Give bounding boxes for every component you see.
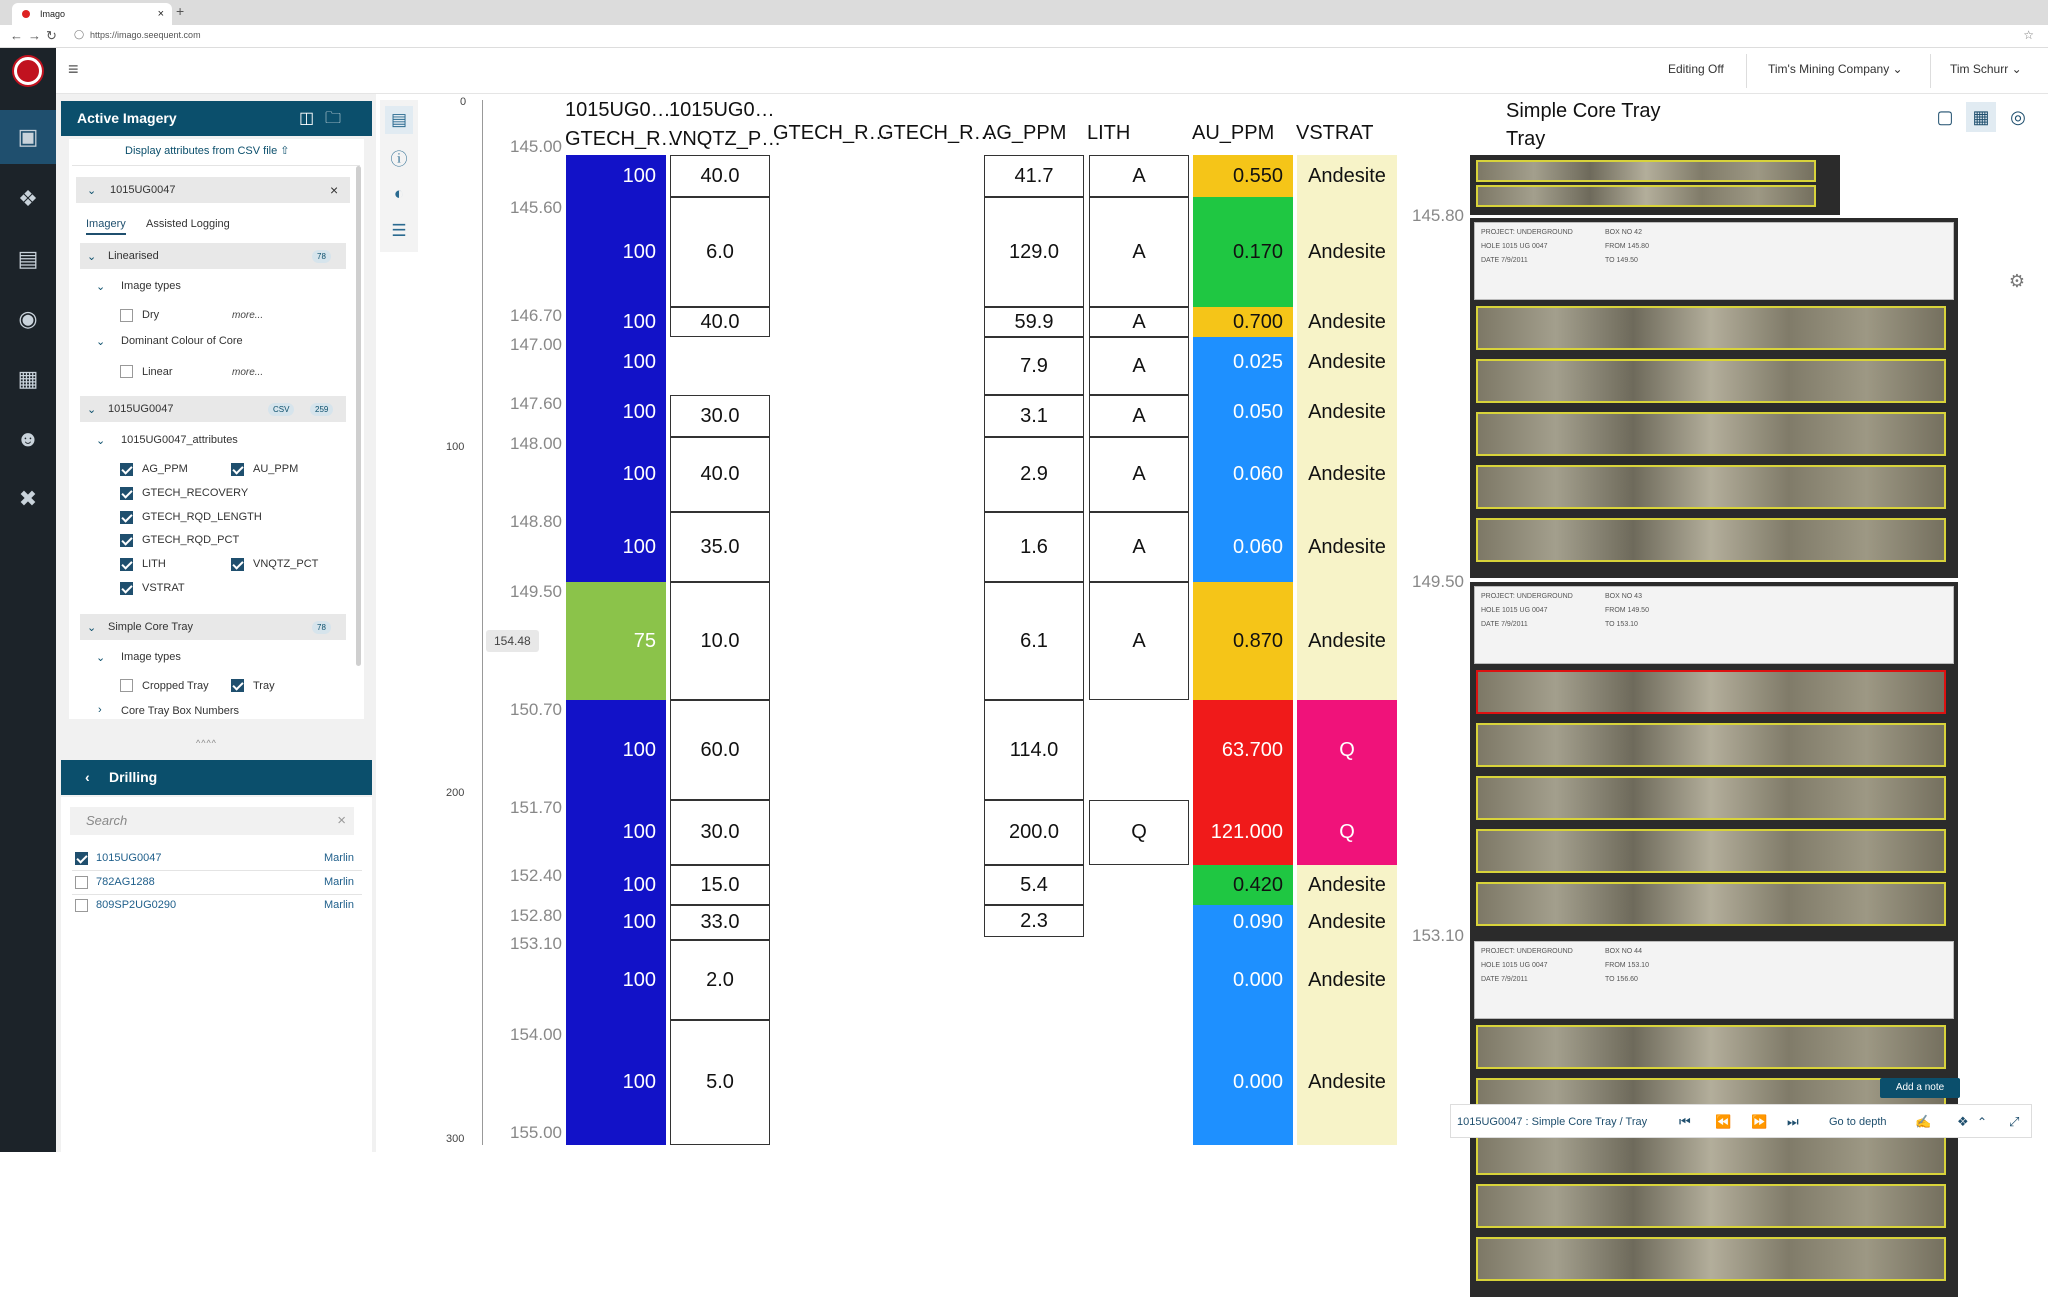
app-header bbox=[0, 48, 2048, 94]
tray-card-project: PROJECT: UNDERGROUND bbox=[1481, 229, 1573, 236]
vstrat-cell[interactable]: Andesite bbox=[1297, 197, 1397, 307]
core-row bbox=[1476, 882, 1946, 926]
tray-checkbox[interactable] bbox=[231, 679, 244, 692]
browser-chrome bbox=[0, 0, 2048, 48]
hole-search-input[interactable] bbox=[70, 807, 354, 835]
tray-depth-label: 145.80 bbox=[1412, 206, 1464, 225]
image-panel-subtitle: Tray bbox=[1506, 128, 1546, 150]
vnqtz-cell[interactable]: 35.0 bbox=[670, 512, 770, 582]
depth-label: 148.80 bbox=[510, 512, 562, 531]
au-ppm-cell[interactable]: 0.025 bbox=[1193, 337, 1293, 387]
column-header[interactable]: 1015UG0… bbox=[565, 99, 671, 121]
browser-tab[interactable] bbox=[12, 3, 172, 25]
recovery-cell[interactable]: 100 bbox=[566, 155, 666, 197]
divider bbox=[72, 894, 362, 895]
back-icon[interactable]: ← bbox=[10, 28, 23, 43]
info-icon[interactable]: ⓘ bbox=[390, 149, 408, 169]
tray-card-hole: HOLE 1015 UG 0047 bbox=[1481, 243, 1548, 250]
vstrat-cell[interactable]: Andesite bbox=[1297, 1020, 1397, 1145]
imagery-icon[interactable]: ▣ bbox=[0, 110, 56, 164]
core-row bbox=[1476, 412, 1946, 456]
tray-card-hole: HOLE 1015 UG 0047 bbox=[1481, 962, 1548, 969]
core-row bbox=[1476, 160, 1816, 182]
more-link[interactable]: more... bbox=[232, 310, 264, 321]
chevron-down-icon[interactable]: ⌄ bbox=[87, 404, 97, 416]
recovery-cell[interactable]: 100 bbox=[566, 1020, 666, 1145]
image-types-label: Image types bbox=[121, 280, 181, 292]
report-icon[interactable]: ▦ bbox=[17, 366, 39, 391]
lith-cell[interactable]: A bbox=[1089, 307, 1189, 337]
core-row bbox=[1476, 185, 1816, 207]
ag-ppm-cell[interactable]: 114.0 bbox=[984, 700, 1084, 800]
tray-card-box: BOX NO 43 bbox=[1605, 593, 1642, 600]
grid-icon[interactable]: ▦ bbox=[1966, 102, 1996, 132]
vnqtz-cell[interactable]: 5.0 bbox=[670, 1020, 770, 1145]
au-ppm-cell[interactable]: 0.000 bbox=[1193, 1020, 1293, 1145]
vnqtz-cell[interactable]: 40.0 bbox=[670, 155, 770, 197]
company-name: Tim's Mining Company bbox=[1768, 62, 1890, 76]
column-header[interactable]: GTECH_R… bbox=[773, 122, 889, 144]
depth-scale-line bbox=[482, 100, 483, 1145]
attributes-label: 1015UG0047_attributes bbox=[121, 434, 238, 446]
recovery-cell[interactable]: 100 bbox=[566, 905, 666, 940]
recovery-cell[interactable]: 100 bbox=[566, 197, 666, 307]
vstrat-cell[interactable]: Andesite bbox=[1297, 437, 1397, 512]
ag-ppm-cell[interactable]: 129.0 bbox=[984, 197, 1084, 307]
image-types-label: Image types bbox=[121, 651, 181, 663]
vnqtz-cell[interactable]: 30.0 bbox=[670, 395, 770, 437]
column-header[interactable]: VNQTZ_P… bbox=[669, 128, 782, 150]
image-panel-title: Simple Core Tray bbox=[1506, 100, 1661, 122]
nav-sidebar bbox=[0, 48, 56, 1152]
scale-tick-label: 200 bbox=[446, 787, 465, 799]
more-link[interactable]: more... bbox=[232, 367, 264, 378]
core-row bbox=[1476, 829, 1946, 873]
tray-card-project: PROJECT: UNDERGROUND bbox=[1481, 948, 1573, 955]
drilling-title: Drilling bbox=[109, 769, 158, 785]
tray-depth-label: 149.50 bbox=[1412, 572, 1464, 591]
au-ppm-label: AU_PPM bbox=[253, 463, 299, 475]
lith-checkbox[interactable] bbox=[120, 558, 133, 571]
scale-tick-label: 100 bbox=[446, 441, 465, 453]
lith-cell[interactable]: A bbox=[1089, 512, 1189, 582]
recovery-cell[interactable]: 75 bbox=[566, 582, 666, 700]
dry-checkbox[interactable] bbox=[120, 309, 133, 322]
active-imagery-title: Active Imagery bbox=[77, 110, 177, 126]
csv-group-label: 1015UG0047 bbox=[108, 403, 174, 415]
lock-icon: ◯ bbox=[74, 29, 85, 39]
lith-cell[interactable]: Q bbox=[1089, 800, 1189, 865]
globe-icon[interactable]: ◎ bbox=[2010, 106, 2026, 127]
hole-checkbox[interactable] bbox=[75, 852, 88, 865]
lith-cell[interactable]: A bbox=[1089, 155, 1189, 197]
tab-title: Imago bbox=[40, 9, 66, 19]
go-to-depth-button[interactable]: Go to depth bbox=[1829, 1116, 1887, 1128]
vstrat-cell[interactable]: Andesite bbox=[1297, 905, 1397, 940]
count-badge: 78 bbox=[312, 621, 331, 634]
gtech-rqd-pct-label: GTECH_RQD_PCT bbox=[142, 534, 240, 546]
tray-label: Tray bbox=[253, 680, 275, 692]
recovery-cell[interactable]: 100 bbox=[566, 700, 666, 800]
app-logo[interactable] bbox=[14, 57, 42, 85]
column-header[interactable]: 1015UG0… bbox=[669, 99, 775, 121]
add-note-tooltip: Add a note bbox=[1880, 1078, 1960, 1098]
vstrat-cell[interactable]: Q bbox=[1297, 700, 1397, 800]
vstrat-cell[interactable]: Andesite bbox=[1297, 582, 1397, 700]
box-numbers-label: Core Tray Box Numbers bbox=[121, 705, 239, 717]
csv-badge: CSV bbox=[268, 403, 294, 416]
ag-ppm-cell[interactable]: 7.9 bbox=[984, 337, 1084, 395]
recovery-cell[interactable]: 100 bbox=[566, 800, 666, 865]
vnqtz-cell[interactable]: 15.0 bbox=[670, 865, 770, 905]
header-divider bbox=[1930, 54, 1931, 88]
depth-label: 154.00 bbox=[510, 1025, 562, 1044]
vstrat-cell[interactable]: Andesite bbox=[1297, 337, 1397, 387]
pattern-icon[interactable]: ❖ bbox=[1957, 1114, 1969, 1129]
first-icon[interactable]: ⏮ bbox=[1679, 1114, 1691, 1129]
count-badge: 259 bbox=[310, 403, 333, 416]
lith-cell[interactable]: A bbox=[1089, 197, 1189, 307]
new-tab-button[interactable]: + bbox=[176, 3, 185, 19]
recovery-cell[interactable]: 100 bbox=[566, 387, 666, 437]
chevron-down-icon[interactable]: ⌄ bbox=[87, 251, 97, 263]
vstrat-cell[interactable]: Andesite bbox=[1297, 307, 1397, 337]
vnqtz-cell[interactable]: 2.0 bbox=[670, 940, 770, 1020]
ag-ppm-cell[interactable]: 200.0 bbox=[984, 800, 1084, 865]
ag-ppm-checkbox[interactable] bbox=[120, 463, 133, 476]
vstrat-cell[interactable]: Q bbox=[1297, 800, 1397, 865]
lith-cell[interactable]: A bbox=[1089, 437, 1189, 512]
vnqtz-pct-label: VNQTZ_PCT bbox=[253, 558, 319, 570]
simple-core-label: Simple Core Tray bbox=[108, 621, 193, 633]
vnqtz-pct-checkbox[interactable] bbox=[231, 558, 244, 571]
depth-label: 145.60 bbox=[510, 198, 562, 217]
tray-card-to: TO 149.50 bbox=[1605, 257, 1638, 264]
chevron-down-icon[interactable]: ⌄ bbox=[87, 185, 97, 197]
dry-label: Dry bbox=[142, 309, 160, 321]
gtech-recovery-checkbox[interactable] bbox=[120, 487, 133, 500]
gtech-rqd-pct-checkbox[interactable] bbox=[120, 534, 133, 547]
hole-project[interactable]: Marlin bbox=[324, 852, 354, 864]
tools-icon[interactable]: ✖ bbox=[18, 486, 38, 511]
depth-label: 150.70 bbox=[510, 700, 562, 719]
au-ppm-cell[interactable]: 0.060 bbox=[1193, 512, 1293, 582]
scale-tick-label: 0 bbox=[460, 96, 467, 108]
analytics-icon[interactable]: ▤ bbox=[17, 246, 39, 271]
drilling-body bbox=[61, 797, 372, 1152]
last-icon[interactable]: ⏭ bbox=[1787, 1114, 1799, 1129]
depth-label: 151.70 bbox=[510, 798, 562, 817]
core-row bbox=[1476, 306, 1946, 350]
linearised-label: Linearised bbox=[108, 250, 159, 262]
vstrat-cell[interactable]: Andesite bbox=[1297, 940, 1397, 1020]
url-text[interactable]: https://imago.seequent.com bbox=[90, 30, 201, 40]
ag-ppm-cell[interactable]: 59.9 bbox=[984, 307, 1084, 337]
au-ppm-cell[interactable]: 0.170 bbox=[1193, 197, 1293, 307]
tray-card-box: BOX NO 44 bbox=[1605, 948, 1642, 955]
lith-cell[interactable]: A bbox=[1089, 395, 1189, 437]
depth-label: 153.10 bbox=[510, 934, 562, 953]
header-divider bbox=[1746, 54, 1747, 88]
tray-card-date: DATE 7/9/2011 bbox=[1481, 621, 1528, 628]
image-icon[interactable]: ▢ bbox=[1936, 106, 1954, 127]
gtech-recovery-label: GTECH_RECOVERY bbox=[142, 487, 249, 499]
chevron-left-icon[interactable]: ‹ bbox=[85, 769, 90, 785]
column-header[interactable]: VSTRAT bbox=[1296, 122, 1374, 144]
hole-id[interactable]: 782AG1288 bbox=[96, 876, 155, 888]
gtech-rqd-length-checkbox[interactable] bbox=[120, 511, 133, 524]
tab-assisted-logging[interactable]: Assisted Logging bbox=[146, 218, 230, 230]
comment-icon[interactable]: ✍ bbox=[1915, 1114, 1932, 1129]
chevron-right-icon[interactable]: › bbox=[98, 704, 102, 716]
core-row bbox=[1476, 359, 1946, 403]
drilling-header bbox=[61, 760, 372, 795]
chevron-down-icon[interactable]: ⌄ bbox=[87, 622, 97, 634]
csv-attributes-link[interactable] bbox=[125, 144, 290, 157]
recovery-cell[interactable]: 100 bbox=[566, 940, 666, 1020]
camera-icon[interactable]: ◉ bbox=[18, 306, 38, 331]
vstrat-cell[interactable]: Andesite bbox=[1297, 512, 1397, 582]
au-ppm-cell[interactable]: 0.000 bbox=[1193, 940, 1293, 1020]
au-ppm-cell[interactable]: 121.000 bbox=[1193, 800, 1293, 865]
column-header[interactable]: GTECH_R… bbox=[565, 128, 681, 150]
expand-icon[interactable]: ⤢ bbox=[2009, 1114, 2020, 1129]
depth-label: 149.50 bbox=[510, 582, 562, 601]
previous-icon[interactable]: ⏪ bbox=[1715, 1114, 1732, 1129]
au-ppm-cell[interactable]: 0.050 bbox=[1193, 387, 1293, 437]
au-ppm-cell[interactable]: 0.870 bbox=[1193, 582, 1293, 700]
depth-label: 145.00 bbox=[510, 137, 562, 156]
vstrat-label: VSTRAT bbox=[142, 582, 185, 594]
ag-ppm-cell[interactable]: 6.1 bbox=[984, 582, 1084, 700]
linear-checkbox[interactable] bbox=[120, 365, 133, 378]
clear-search-icon[interactable]: × bbox=[337, 812, 346, 829]
cropped-tray-checkbox[interactable] bbox=[120, 679, 133, 692]
folder-icon[interactable]: 🗀 bbox=[325, 110, 342, 127]
recovery-cell[interactable]: 100 bbox=[566, 307, 666, 337]
au-ppm-cell[interactable]: 0.420 bbox=[1193, 865, 1293, 905]
hole-id[interactable]: 1015UG0047 bbox=[96, 852, 162, 864]
tray-card-from: FROM 153.10 bbox=[1605, 962, 1649, 969]
tray-card-box: BOX NO 42 bbox=[1605, 229, 1642, 236]
tray-card-hole: HOLE 1015 UG 0047 bbox=[1481, 607, 1548, 614]
hole-checkbox[interactable] bbox=[75, 876, 88, 889]
editing-toggle[interactable]: Editing Off bbox=[1668, 62, 1724, 76]
vnqtz-cell[interactable]: 33.0 bbox=[670, 905, 770, 940]
user-menu[interactable]: Tim Schurr ⌄ bbox=[1950, 62, 2022, 76]
panel-scrollbar[interactable] bbox=[356, 166, 361, 666]
gear-icon[interactable]: ⚙ bbox=[2008, 270, 2026, 291]
recovery-cell[interactable]: 100 bbox=[566, 437, 666, 512]
image-path-label: 1015UG0047 : Simple Core Tray / Tray bbox=[1457, 1116, 1648, 1128]
linear-label: Linear bbox=[142, 366, 173, 378]
column-header[interactable]: AU_PPM bbox=[1192, 122, 1275, 144]
column-header[interactable]: AG_PPM bbox=[983, 122, 1067, 144]
depth-label: 155.00 bbox=[510, 1123, 562, 1142]
forward-icon[interactable]: → bbox=[28, 28, 41, 43]
core-row bbox=[1476, 518, 1946, 562]
next-icon[interactable]: ⏩ bbox=[1751, 1114, 1768, 1129]
close-icon[interactable]: × bbox=[330, 182, 339, 198]
tray-card-date: DATE 7/9/2011 bbox=[1481, 976, 1528, 983]
ag-ppm-cell[interactable]: 1.6 bbox=[984, 512, 1084, 582]
core-row bbox=[1476, 1184, 1946, 1228]
vstrat-cell[interactable]: Andesite bbox=[1297, 155, 1397, 197]
ag-ppm-cell[interactable]: 2.9 bbox=[984, 437, 1084, 512]
tray-card-to: TO 153.10 bbox=[1605, 621, 1638, 628]
search-placeholder: Search bbox=[86, 813, 128, 828]
au-ppm-cell[interactable]: 0.060 bbox=[1193, 437, 1293, 512]
upload-icon: ⇧ bbox=[280, 145, 290, 157]
tray-card-from: FROM 149.50 bbox=[1605, 607, 1649, 614]
company-selector[interactable]: Tim's Mining Company ⌄ bbox=[1768, 62, 1903, 76]
dominant-colour-label: Dominant Colour of Core bbox=[121, 335, 243, 347]
depth-label: 147.60 bbox=[510, 394, 562, 413]
recovery-cell[interactable]: 100 bbox=[566, 865, 666, 905]
depth-label: 146.70 bbox=[510, 306, 562, 325]
tray-card-to: TO 156.60 bbox=[1605, 976, 1638, 983]
ag-ppm-label: AG_PPM bbox=[142, 463, 188, 475]
log-view-icon[interactable]: ▤ bbox=[385, 106, 413, 134]
chevron-down-icon[interactable]: ⌄ bbox=[96, 652, 106, 664]
core-row bbox=[1476, 465, 1946, 509]
vnqtz-cell[interactable]: 30.0 bbox=[670, 800, 770, 865]
divider bbox=[72, 165, 360, 166]
column-header[interactable]: LITH bbox=[1087, 122, 1131, 144]
users-icon[interactable]: ☻ bbox=[16, 426, 40, 451]
chevron-down-icon[interactable]: ⌄ bbox=[96, 435, 106, 447]
menu-icon[interactable]: ≡ bbox=[68, 59, 79, 79]
address-bar[interactable] bbox=[0, 25, 2048, 48]
hole-project[interactable]: Marlin bbox=[324, 876, 354, 888]
lith-cell[interactable]: A bbox=[1089, 582, 1189, 700]
vstrat-checkbox[interactable] bbox=[120, 582, 133, 595]
au-ppm-checkbox[interactable] bbox=[231, 463, 244, 476]
ag-ppm-cell[interactable]: 3.1 bbox=[984, 395, 1084, 437]
tray-card-date: DATE 7/9/2011 bbox=[1481, 257, 1528, 264]
tray-label-card bbox=[1474, 222, 1954, 300]
depth-label: 152.80 bbox=[510, 906, 562, 925]
count-badge: 78 bbox=[312, 250, 331, 263]
chevron-down-icon[interactable]: ⌄ bbox=[96, 281, 106, 293]
core-row bbox=[1476, 1237, 1946, 1281]
active-imagery-header bbox=[61, 101, 372, 136]
core-row bbox=[1476, 776, 1946, 820]
scale-tick-label: 300 bbox=[446, 1133, 465, 1145]
au-ppm-cell[interactable]: 0.550 bbox=[1193, 155, 1293, 197]
favicon-icon bbox=[22, 10, 30, 18]
ag-ppm-cell[interactable]: 2.3 bbox=[984, 905, 1084, 937]
hole-project[interactable]: Marlin bbox=[324, 899, 354, 911]
au-ppm-cell[interactable]: 0.700 bbox=[1193, 307, 1293, 337]
hole-checkbox[interactable] bbox=[75, 899, 88, 912]
tray-card-project: PROJECT: UNDERGROUND bbox=[1481, 593, 1573, 600]
column-header[interactable]: GTECH_R… bbox=[878, 122, 994, 144]
au-ppm-cell[interactable]: 0.090 bbox=[1193, 905, 1293, 940]
core-row bbox=[1476, 1025, 1946, 1069]
divider bbox=[72, 870, 362, 871]
vnqtz-cell[interactable]: 10.0 bbox=[670, 582, 770, 700]
ag-ppm-cell[interactable]: 5.4 bbox=[984, 865, 1084, 905]
recovery-cell[interactable]: 100 bbox=[566, 512, 666, 582]
lith-label: LITH bbox=[142, 558, 166, 570]
bookmark-star-icon[interactable]: ☆ bbox=[2023, 28, 2034, 42]
au-ppm-cell[interactable]: 63.700 bbox=[1193, 700, 1293, 800]
vnqtz-cell[interactable]: 40.0 bbox=[670, 437, 770, 512]
cropped-tray-label: Cropped Tray bbox=[142, 680, 209, 692]
navigation-bar bbox=[1450, 1104, 2032, 1138]
depth-label: 147.00 bbox=[510, 335, 562, 354]
vnqtz-cell[interactable]: 40.0 bbox=[670, 307, 770, 337]
cubes-icon[interactable]: ❖ bbox=[18, 186, 38, 211]
lith-cell[interactable]: A bbox=[1089, 337, 1189, 395]
tray-card-from: FROM 145.80 bbox=[1605, 243, 1649, 250]
tab-imagery[interactable]: Imagery bbox=[86, 218, 126, 235]
current-depth-marker[interactable]: 154.48 bbox=[486, 630, 539, 652]
user-name: Tim Schurr bbox=[1950, 62, 2009, 76]
vnqtz-cell[interactable]: 6.0 bbox=[670, 197, 770, 307]
chevron-up-icon[interactable]: ⌃ bbox=[1977, 1115, 1988, 1129]
tray-label-card bbox=[1474, 941, 1954, 1019]
tray-label-card bbox=[1474, 586, 1954, 664]
ag-ppm-cell[interactable]: 41.7 bbox=[984, 155, 1084, 197]
recovery-cell[interactable]: 100 bbox=[566, 337, 666, 387]
vstrat-cell[interactable]: Andesite bbox=[1297, 865, 1397, 905]
hole-label: 1015UG0047 bbox=[110, 184, 176, 196]
depth-label: 152.40 bbox=[510, 866, 562, 885]
core-row bbox=[1476, 670, 1946, 714]
core-row bbox=[1476, 723, 1946, 767]
chevron-down-icon[interactable]: ⌄ bbox=[96, 336, 106, 348]
tray-depth-label: 153.10 bbox=[1412, 926, 1464, 945]
vstrat-cell[interactable]: Andesite bbox=[1297, 387, 1397, 437]
collapse-handle[interactable]: ^^^^ bbox=[196, 738, 217, 748]
csv-link-label: Display attributes from CSV file bbox=[125, 145, 278, 157]
save-icon[interactable]: ◫ bbox=[299, 110, 315, 127]
close-tab-icon[interactable]: × bbox=[157, 8, 164, 20]
hole-id[interactable]: 809SP2UG0290 bbox=[96, 899, 177, 911]
gtech-rqd-length-label: GTECH_RQD_LENGTH bbox=[142, 511, 262, 523]
vnqtz-cell[interactable]: 60.0 bbox=[670, 700, 770, 800]
layers-icon[interactable]: ☰ bbox=[391, 221, 407, 240]
palette-icon[interactable]: ◐ bbox=[393, 184, 405, 203]
reload-icon[interactable]: ↻ bbox=[46, 28, 57, 43]
depth-label: 148.00 bbox=[510, 434, 562, 453]
